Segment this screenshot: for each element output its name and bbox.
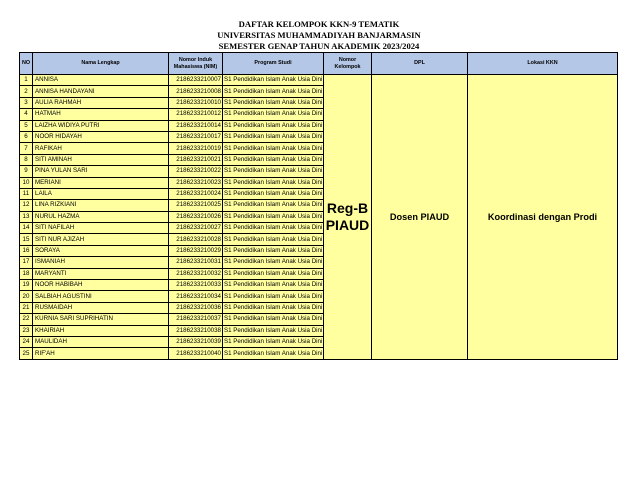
row-name-cell: SITI AMINAH: [33, 154, 169, 165]
row-no-cell: 2: [20, 86, 33, 97]
row-nim-cell: 2186233210023: [169, 177, 223, 188]
row-name-cell: ANNISA HANDAYANI: [33, 86, 169, 97]
row-nim-cell: 2186233210031: [169, 257, 223, 268]
row-nim-cell: 2186233210021: [169, 154, 223, 165]
row-prodi-cell: S1 Pendidikan Islam Anak Usia Dini: [223, 325, 324, 336]
row-name-cell: NOOR HABIBAH: [33, 280, 169, 291]
row-no-cell: 7: [20, 143, 33, 154]
col-header-nim-line-2: Mahasiswa (NIM): [173, 63, 218, 70]
row-nim-cell: 2186233210037: [169, 314, 223, 325]
row-name-cell: RAFIKAH: [33, 143, 169, 154]
row-prodi-cell: S1 Pendidikan Islam Anak Usia Dini: [223, 177, 324, 188]
row-nim-cell: 2186233210039: [169, 336, 223, 347]
row-no-cell: 15: [20, 234, 33, 245]
group-roster-table: [19, 52, 618, 360]
col-header-kelompok-line-1: Nomor: [338, 56, 357, 63]
row-nim-cell: 2186233210032: [169, 268, 223, 279]
row-name-cell: NURUL HAZMA: [33, 211, 169, 222]
row-no-cell: 5: [20, 120, 33, 131]
row-name-cell: AULIA RAHMAH: [33, 97, 169, 108]
row-no-cell: 16: [20, 245, 33, 256]
row-prodi-cell: S1 Pendidikan Islam Anak Usia Dini: [223, 245, 324, 256]
col-header-dpl: DPL: [372, 53, 468, 75]
row-no-cell: 6: [20, 131, 33, 142]
row-name-cell: SORAYA: [33, 245, 169, 256]
row-name-cell: LAILA: [33, 188, 169, 199]
document-title-line-1: DAFTAR KELOMPOK KKN-9 TEMATIK: [238, 19, 400, 29]
row-no-cell: 13: [20, 211, 33, 222]
row-prodi-cell: S1 Pendidikan Islam Anak Usia Dini: [223, 131, 324, 142]
row-no-cell: 9: [20, 166, 33, 177]
row-name-cell: SITI NAFILAH: [33, 223, 169, 234]
row-name-cell: RIF'AH: [33, 348, 169, 359]
row-prodi-cell: S1 Pendidikan Islam Anak Usia Dini: [223, 75, 324, 86]
table-row: [20, 75, 618, 86]
row-nim-cell: 2186233210026: [169, 211, 223, 222]
row-prodi-cell: S1 Pendidikan Islam Anak Usia Dini: [223, 188, 324, 199]
row-nim-cell: 2186233210024: [169, 188, 223, 199]
row-prodi-cell: S1 Pendidikan Islam Anak Usia Dini: [223, 143, 324, 154]
row-name-cell: MAULIDAH: [33, 336, 169, 347]
row-no-cell: 18: [20, 268, 33, 279]
row-nim-cell: 2186233210010: [169, 97, 223, 108]
row-no-cell: 19: [20, 280, 33, 291]
row-prodi-cell: S1 Pendidikan Islam Anak Usia Dini: [223, 97, 324, 108]
row-no-cell: 12: [20, 200, 33, 211]
group-number-line-1: Reg-B: [326, 199, 369, 216]
row-nim-cell: 2186233210029: [169, 245, 223, 256]
row-nim-cell: 2186233210036: [169, 302, 223, 313]
row-nim-cell: 2186233210019: [169, 143, 223, 154]
row-no-cell: 11: [20, 188, 33, 199]
col-header-kelompok-line-2: Kelompok: [334, 63, 361, 70]
col-header-prodi: Program Studi: [223, 53, 324, 75]
row-name-cell: PINA YULAN SARI: [33, 166, 169, 177]
row-no-cell: 14: [20, 223, 33, 234]
row-prodi-cell: S1 Pendidikan Islam Anak Usia Dini: [223, 314, 324, 325]
row-nim-cell: 2186233210007: [169, 75, 223, 86]
row-name-cell: ANNISA: [33, 75, 169, 86]
row-name-cell: RUSMAIDAH: [33, 302, 169, 313]
row-name-cell: LINA RIZKIANI: [33, 200, 169, 211]
row-nim-cell: 2186233210017: [169, 131, 223, 142]
dpl-cell: Dosen PIAUD: [372, 75, 468, 360]
row-prodi-cell: S1 Pendidikan Islam Anak Usia Dini: [223, 211, 324, 222]
row-name-cell: SALBIAH AGUSTINI: [33, 291, 169, 302]
row-name-cell: KURNIA SARI SUPRIHATIN: [33, 314, 169, 325]
row-nim-cell: 2186233210022: [169, 166, 223, 177]
row-prodi-cell: S1 Pendidikan Islam Anak Usia Dini: [223, 86, 324, 97]
row-name-cell: SITI NUR AJIZAH: [33, 234, 169, 245]
row-no-cell: 4: [20, 109, 33, 120]
row-no-cell: 25: [20, 348, 33, 359]
table-body: [20, 75, 618, 360]
row-nim-cell: 2186233210028: [169, 234, 223, 245]
group-number-cell: [324, 75, 372, 360]
row-prodi-cell: S1 Pendidikan Islam Anak Usia Dini: [223, 280, 324, 291]
col-header-nim: [169, 53, 223, 75]
row-name-cell: HATMAH: [33, 109, 169, 120]
row-name-cell: KHAIRIAH: [33, 325, 169, 336]
document-title-line-2: UNIVERSITAS MUHAMMADIYAH BANJARMASIN: [217, 30, 421, 40]
row-prodi-cell: S1 Pendidikan Islam Anak Usia Dini: [223, 154, 324, 165]
group-number-line-2: PIAUD: [325, 216, 370, 233]
row-prodi-cell: S1 Pendidikan Islam Anak Usia Dini: [223, 200, 324, 211]
row-prodi-cell: S1 Pendidikan Islam Anak Usia Dini: [223, 166, 324, 177]
row-nim-cell: 2186233210038: [169, 325, 223, 336]
row-nim-cell: 2186233210008: [169, 86, 223, 97]
row-name-cell: ISMANIAH: [33, 257, 169, 268]
row-no-cell: 10: [20, 177, 33, 188]
row-prodi-cell: S1 Pendidikan Islam Anak Usia Dini: [223, 234, 324, 245]
table-header-row: [20, 53, 618, 75]
row-prodi-cell: S1 Pendidikan Islam Anak Usia Dini: [223, 336, 324, 347]
row-nim-cell: 2186233210014: [169, 120, 223, 131]
row-no-cell: 21: [20, 302, 33, 313]
row-prodi-cell: S1 Pendidikan Islam Anak Usia Dini: [223, 348, 324, 359]
row-prodi-cell: S1 Pendidikan Islam Anak Usia Dini: [223, 302, 324, 313]
row-prodi-cell: S1 Pendidikan Islam Anak Usia Dini: [223, 109, 324, 120]
row-nim-cell: 2186233210012: [169, 109, 223, 120]
col-header-nim-line-1: Nomor Induk: [178, 56, 213, 63]
row-name-cell: MARYANTI: [33, 268, 169, 279]
row-nim-cell: 2186233210040: [169, 348, 223, 359]
row-prodi-cell: S1 Pendidikan Islam Anak Usia Dini: [223, 223, 324, 234]
row-name-cell: LAIZHA WIDIYA PUTRI: [33, 120, 169, 131]
row-no-cell: 24: [20, 336, 33, 347]
row-nim-cell: 2186233210034: [169, 291, 223, 302]
row-no-cell: 3: [20, 97, 33, 108]
row-prodi-cell: S1 Pendidikan Islam Anak Usia Dini: [223, 257, 324, 268]
row-no-cell: 20: [20, 291, 33, 302]
row-name-cell: NOOR HIDAYAH: [33, 131, 169, 142]
row-no-cell: 8: [20, 154, 33, 165]
row-no-cell: 22: [20, 314, 33, 325]
row-no-cell: 23: [20, 325, 33, 336]
location-cell: Koordinasi dengan Prodi: [468, 75, 618, 360]
col-header-no: NO: [20, 53, 33, 75]
row-name-cell: MERIANI: [33, 177, 169, 188]
document-title-line-3: SEMESTER GENAP TAHUN AKADEMIK 2023/2024: [218, 41, 420, 51]
row-no-cell: 17: [20, 257, 33, 268]
row-prodi-cell: S1 Pendidikan Islam Anak Usia Dini: [223, 291, 324, 302]
col-header-kelompok: [324, 53, 372, 75]
row-no-cell: 1: [20, 75, 33, 86]
row-prodi-cell: S1 Pendidikan Islam Anak Usia Dini: [223, 268, 324, 279]
col-header-lokasi: Lokasi KKN: [468, 53, 618, 75]
row-nim-cell: 2186233210033: [169, 280, 223, 291]
row-prodi-cell: S1 Pendidikan Islam Anak Usia Dini: [223, 120, 324, 131]
col-header-nama: Nama Lengkap: [33, 53, 169, 75]
row-nim-cell: 2186233210027: [169, 223, 223, 234]
row-nim-cell: 2186233210025: [169, 200, 223, 211]
